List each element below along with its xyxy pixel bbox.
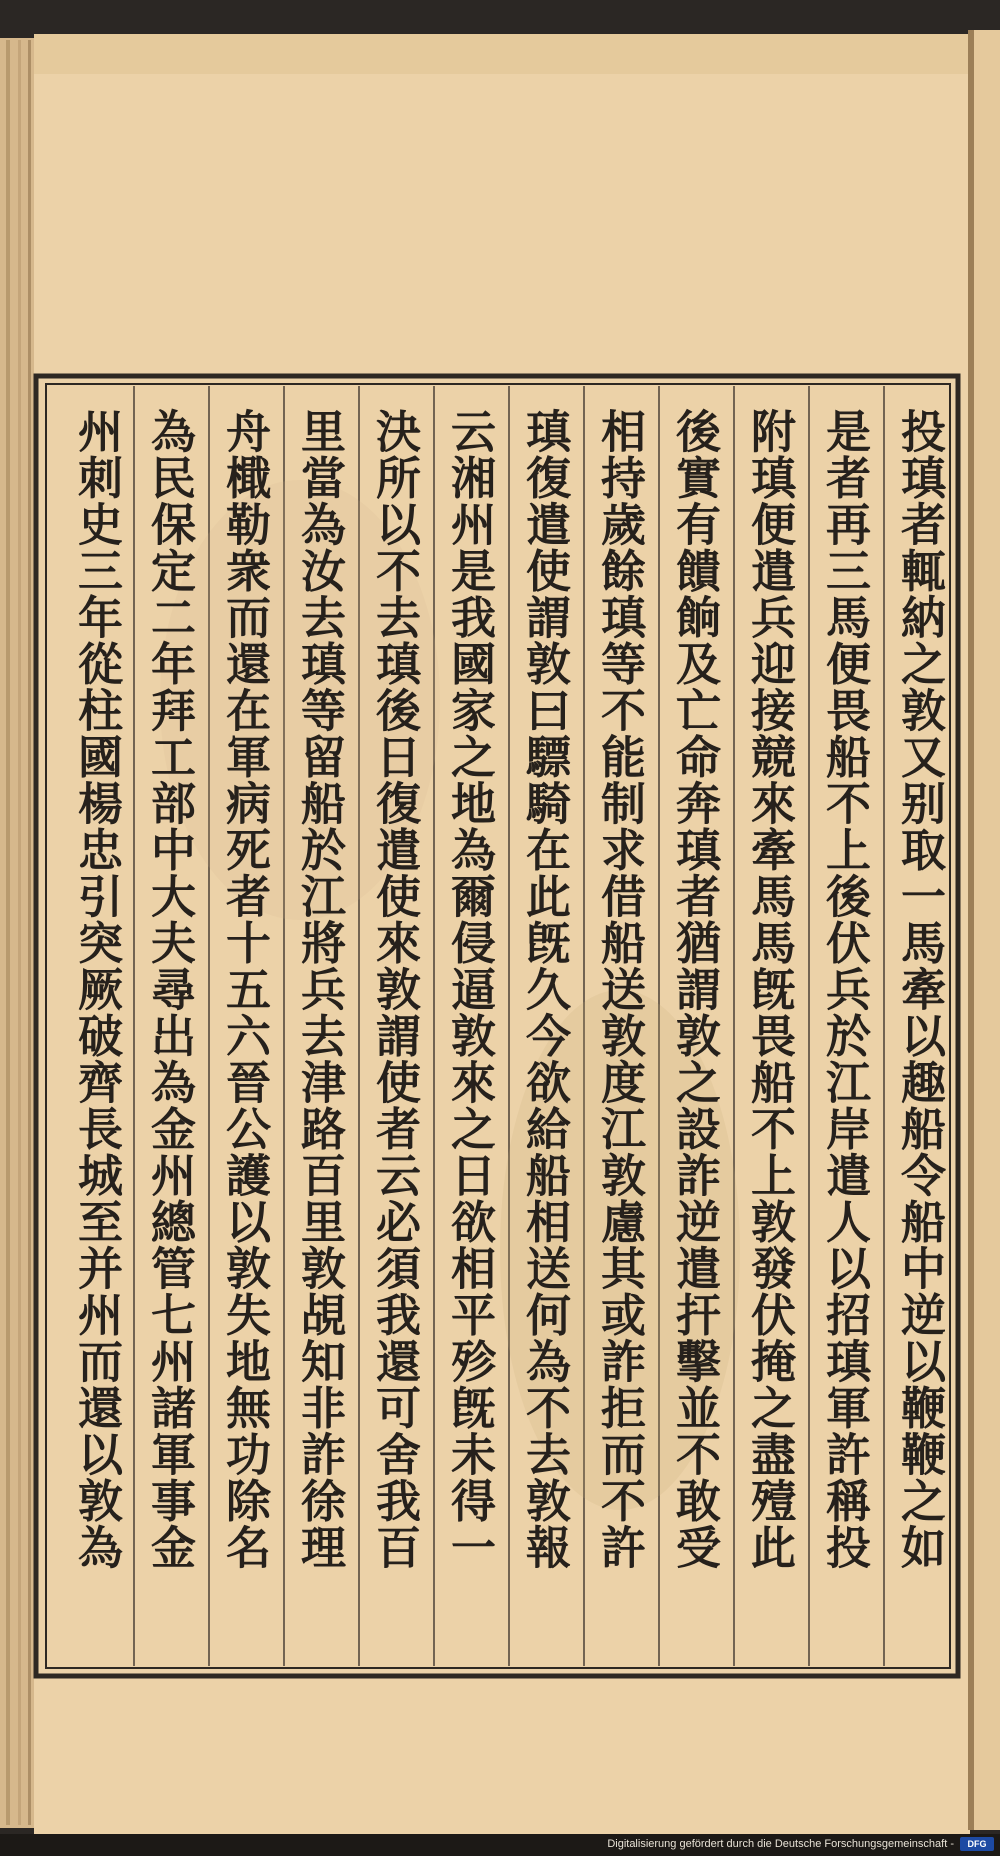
text-column-2: 是者再三馬便畏船不上後伏兵於江岸遣人以招瑱軍許稱投 — [818, 408, 871, 1571]
right-page-edge — [970, 30, 1000, 1830]
text-column-3: 附瑱便遣兵迎接競來牽馬馬旣畏船不上敦發伏掩之盡殪此 — [743, 408, 796, 1571]
text-column-8: 決所以不去瑱後日復遣使來敦謂使者云必須我還可舍我百 — [368, 408, 421, 1571]
text-column-12: 州刺史三年從柱國楊忠引突厥破齊長城至并州而還以敦為 — [70, 408, 123, 1571]
text-column-9: 里當為汝去瑱等留船於江將兵去津路百里敦覘知非詐徐理 — [293, 408, 346, 1571]
text-column-5: 相持歲餘瑱等不能制求借船送敦度江敦慮其或詐拒而不許 — [593, 408, 646, 1571]
text-column-10: 舟檝勒衆而還在軍病死者十五六晉公護以敦失地無功除名 — [218, 408, 271, 1571]
text-column-7: 云湘州是我國家之地為爾侵逼敦來之日欲相平殄旣未得一 — [443, 408, 496, 1571]
dfg-logo: DFG — [960, 1837, 994, 1851]
text-column-6: 瑱復遣使謂敦曰驃騎在此旣久今欲給船相送何為不去敦報 — [518, 408, 571, 1571]
text-column-4: 後實有饋餉及亡命奔瑱者猶謂敦之設詐逆遣扞擊並不敢受 — [668, 408, 721, 1571]
text-column-1: 投瑱者輒納之敦又别取一馬牽以趣船令船中逆以鞭鞭之如 — [893, 408, 946, 1571]
digitization-credit: Digitalisierung gefördert durch die Deutsche Forschungsgemeinschaft - — [607, 1838, 954, 1850]
text-column-11: 為民保定二年拜工部中大夫尋出為金州總管七州諸軍事金 — [143, 408, 196, 1571]
